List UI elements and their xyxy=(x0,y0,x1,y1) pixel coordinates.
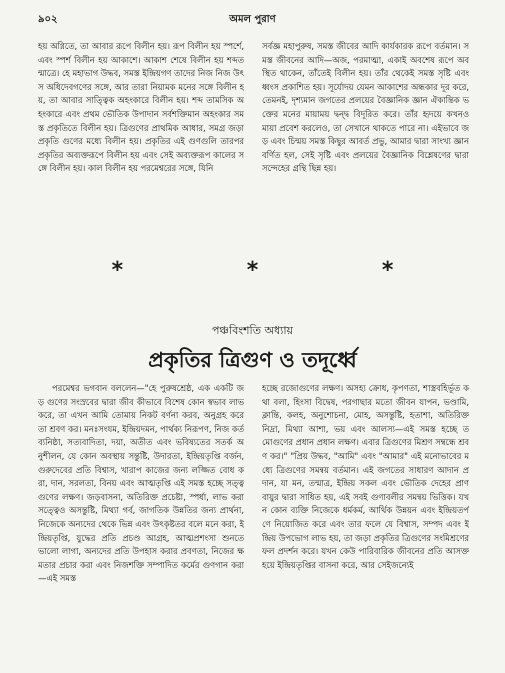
chapter-title: প্রকৃতির ত্রিগুণ ও তদূর্ধ্বে xyxy=(148,348,357,372)
paragraph: হয় অগ্নিতে, তা আবার রূপে বিলীন হয়। রূপ বিলীন হয় স্পর্শে, এবং স্পর্শ বিলীন হয় আকাশে। আকাশ শেষে বিলীন হয় শব্দতন্মাত্রে। হে মহাভাগ উদ্ধব, সমস্ত ইন্দ্রিয়গণ তাদের নিজ নিজ উৎস অধিদেবগণের সঙ্গে, আর তারা নিয়ামক মনের সঙ্গে বিলীন হয়, তা আবার সাত্ত্বিক অহংকারে বিলীন হয়। শব্দ তামসিক অহংকারে এবং প্রথম ভৌতিক উপাদান সর্বশক্তিমান অহংকার সমস্ত প্রকৃতিতে বিলীন হয়। ত্রিগুণের প্রাথমিক আধার, সমগ্র জড়া প্রকৃতি গুণের মধ্যে বিলীন হয়। প্রকৃতির এই গুণগুলি তারপর প্রকৃতির অব্যক্তরূপে বিলীন হয় এবং সেই অব্যক্তরূপ কালের সঙ্গে বিলীন হয়। কাল বিলীন হয় পরমেশ্বরের সঙ্গে, যিনি xyxy=(38,41,244,174)
chapter-number: পঞ্চবিংশতি অধ্যায় xyxy=(211,324,294,337)
running-head xyxy=(38,12,467,26)
top-left-column xyxy=(38,40,244,270)
paragraph: সর্বজ্ঞ মহাপুরুষ, সমস্ত জীবের আদি কার্যকারক রূপে বর্তমান। সমস্ত জীবনের আদি—অজ, পরমাত্মা, একাই অবশেষ রূপে অবস্থিত থাকেন, তাঁতেই বিলীন হয়। তাঁর থেকেই সমস্ত সৃষ্টি এবং ধ্বংস প্রকাশিত হয়। সূর্যোদয় যেমন আকাশের অন্ধকার দূর করে, তেমনই, দৃশ্যমান জগতের প্রলয়ের বৈজ্ঞানিক জ্ঞান ঐকান্তিক ভক্তের মনের মায়াময় দ্বন্দ্ব বিদূরিত করে। তাঁর হৃদয়ে কখনও মায়া প্রবেশ করলেও, তা সেখানে থাকতে পারে না। এইভাবে জড় এবং চিন্ময় সমস্ত কিছুর আবর্ত প্রভু, আমার দ্বারা সাংখ্য জ্ঞান বর্ণিত হল, সেই সৃষ্টি এবং প্রলয়ের বৈজ্ঞানিক বিশ্লেষণের দ্বারা সন্দেহের গ্রন্থি ছিন্ন হয়। xyxy=(262,41,469,174)
section-separator: * * * xyxy=(111,258,452,283)
bottom-right-column xyxy=(262,382,469,664)
top-right-column xyxy=(262,40,469,270)
bottom-left-column xyxy=(38,382,244,664)
book-title: অমল পুরাণ xyxy=(229,14,276,25)
paragraph: পরমেশ্বর ভগবান বললেন—"হে পুরুষশ্রেষ্ঠ, এক একটি জড় গুণের সংস্রবের দ্বারা জীব কীভাবে বিশেষ কোন স্বভাব লাভ করে, তা এখন আমি তোমায় নিকট বর্ণনা করব, অনুগ্রহ করে তা শ্রবণ কর। মনঃসংযম, ইন্দ্রিয়দমন, পার্থক্য নিরূপণ, নিজ কর্তব্যনিষ্ঠা, সত্যবাদিতা, দয়া, অতীত এবং ভবিষ্যতের সতর্ক অনুশীলন, যে কোন অবস্থায় সন্তুষ্টি, উদারতা, ইন্দ্রিয়তৃপ্তি বর্জন, গুরুদেবের প্রতি বিশ্বাস, খারাপ কাজের জন্য লজ্জিত বোধ করা, দান, সরলতা, বিনয় এবং আত্মতৃপ্তি এই সমস্ত হচ্ছে সত্ত্বগুণের লক্ষণ। জড়বাসনা, অতিরিক্ত প্রচেষ্টা, স্পর্ধা, লাভ করা সত্ত্বেও অসন্তুষ্টি, মিথ্যা গর্ব, জাগতিক উন্নতির জন্য প্রার্থনা, নিজেকে অন্যদের থেকে ভিন্ন এবং উৎকৃষ্টতর বলে মনে করা, ইন্দ্রিয়তৃপ্তি, যুদ্ধের প্রতি প্রচণ্ড আগ্রহ, আত্মপ্রশংসা শুনতে ভালো লাগা, অন্যদের প্রতি উপহাস করার প্রবণতা, নিজের ক্ষমতার প্রচার করা এবং নিজশক্তি সম্পাদিত কর্মের গুণগান করা—এই সমস্ত xyxy=(38,383,244,584)
paragraph: হচ্ছে রজোগুণের লক্ষণ। অসহ্য ক্রোধ, কৃপণতা, শাস্ত্রবহির্ভূত কথা বলা, হিংসা বিদ্বেষ, পরগাছার মতো জীবন যাপন, ভণ্ডামি, ক্লান্তি, কলহ, অনুশোচনা, মোহ, অসন্তুষ্টি, হতাশা, অতিরিক্ত নিদ্রা, মিথ্যা আশা, ভয় এবং আলস্য—এই সমস্ত হচ্ছে তমোগুণের প্রধান প্রধান লক্ষণ। এবার ত্রিগুণের মিশ্রণ সম্বন্ধে শ্রবণ কর।" "প্রিয় উদ্ধব, "আমি" এবং "আমার" এই মনোভাবের মধ্যে ত্রিগুণের সমন্বয় বর্তমান। এই জগতের সাধারণ আদান প্রদান, যা মন, তন্মাত্র, ইন্দ্রিয় সকল এবং ভৌতিক দেহের প্রাণ বায়ুর দ্বারা সাধিত হয়, এই সবই গুণাবলীর সমন্বয় ভিত্তিক। যখন কোন ব্যক্তি নিজেকে ধর্মকর্ম, আর্থিক উন্নয়ন এবং ইন্দ্রিয়তর্পণে নিয়োজিত করে এবং তার ফলে যে বিশ্বাস, সম্পদ এবং ইন্দ্রিয় উপভোগ লাভ হয়, তা জড়া প্রকৃতির ত্রিগুণের সংমিশ্রণের ফল প্রদর্শন করে। যখন কেউ পারিবারিক জীবনের প্রতি আসক্ত হয়ে ইন্দ্রিয়তৃপ্তির বাসনা করে, আর সেইজন্যেই xyxy=(262,383,469,570)
page-number: ৯০২ xyxy=(38,14,58,25)
